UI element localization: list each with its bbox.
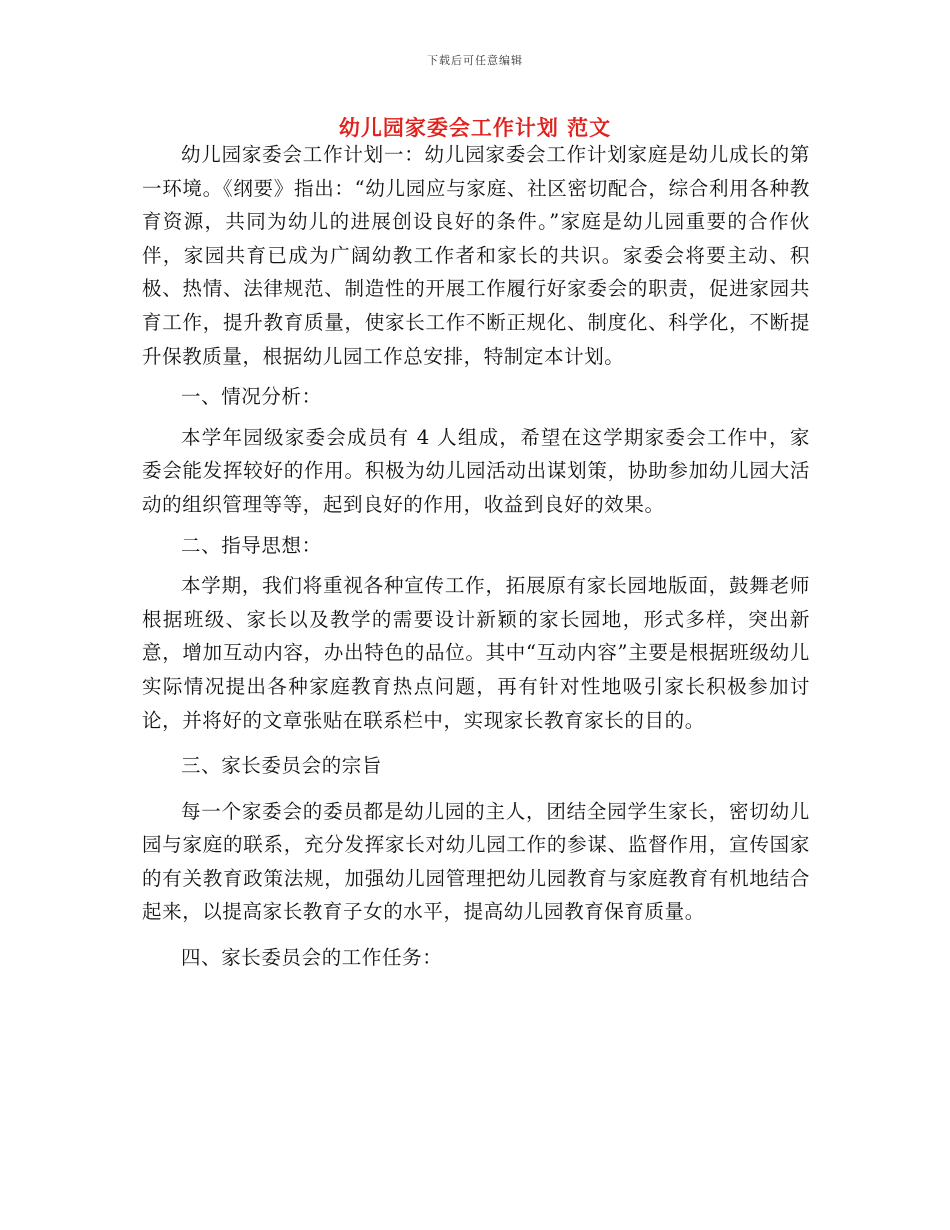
header-note: 下载后可任意编辑 — [427, 54, 523, 67]
intro-paragraph: 幼儿园家委会工作计划一：幼儿园家委会工作计划家庭是幼儿成长的第一环境。《纲要》指出：“幼儿园应与家庭、社区密切配合，综合利用各种教育资源，共同为幼儿的进展创设良好的条件。”家庭是幼儿园重要的合作伙伴，家园共育已成为广阔幼教工作者和家长的共识。家委会将要主动、积极、热情、法律规范、制造性的开展工作履行好家委会的职责，促进家园共育工作，提升教育质量，使家长工作不断正规化、制度化、科学化，不断提升保教质量，根据幼儿园工作总安排，特制定本计划。 — [142, 143, 810, 368]
document-body — [142, 138, 810, 975]
section-heading-guiding-thought: 二、指导思想： — [181, 533, 322, 557]
section-heading-purpose: 三、家长委员会的宗旨 — [181, 754, 383, 778]
section-heading-tasks: 四、家长委员会的工作任务： — [181, 946, 443, 970]
document-title: 幼儿园家委会工作计划 范文 — [338, 115, 612, 140]
section-heading-situation: 一、情况分析： — [181, 385, 322, 409]
section-body-guiding-thought: 本学期，我们将重视各种宣传工作，拓展原有家长园地版面，鼓舞老师根据班级、家长以及教学的需要设计新颖的家长园地，形式多样，突出新意，增加互动内容，办出特色的品位。其中“互动内容”主要是根据班级幼儿实际情况提出各种家庭教育热点问题，再有针对性地吸引家长积极参加讨论，并将好的文章张贴在联系栏中，实现家长教育家长的目的。 — [142, 574, 810, 732]
section-body-purpose: 每一个家委会的委员都是幼儿园的主人，团结全园学生家长，密切幼儿园与家庭的联系，充分发挥家长对幼儿园工作的参谋、监督作用，宣传国家的有关教育政策法规，加强幼儿园管理把幼儿园教育与家庭教育有机地结合起来，以提高家长教育子女的水平，提高幼儿园教育保育质量。 — [142, 799, 810, 924]
section-body-situation: 本学年园级家委会成员有 4 人组成，希望在这学期家委会工作中，家委会能发挥较好的作用。积极为幼儿园活动出谋划策，协助参加幼儿园大活动的组织管理等等，起到良好的作用，收益到良好的效果。 — [142, 425, 810, 516]
